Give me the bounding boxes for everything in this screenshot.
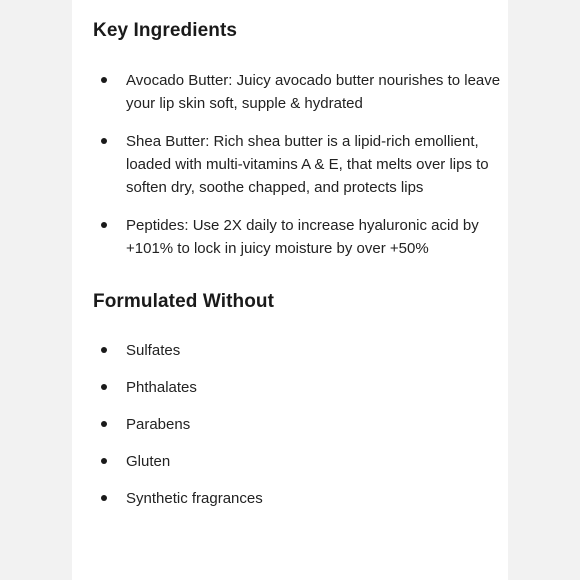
bullet-icon xyxy=(101,222,107,228)
list-item-text: Shea Butter: Rich shea butter is a lipid-rich emollient, loaded with multi-vitamins A & E, that melts over lips to soften dry, soothe chapped, and protects lips xyxy=(126,133,489,196)
bullet-icon xyxy=(101,384,107,390)
list-item xyxy=(93,214,503,260)
list-item xyxy=(93,130,503,199)
list-item-text: Parabens xyxy=(126,416,191,433)
list-item xyxy=(93,450,503,473)
key-ingredients-heading: Key Ingredients xyxy=(93,20,238,41)
list-item-text: Avocado Butter: Juicy avocado butter nourishes to leave your lip skin soft, supple & hydrated xyxy=(126,72,501,112)
bullet-icon xyxy=(101,421,107,427)
list-item xyxy=(93,413,503,436)
key-ingredients-list xyxy=(93,69,503,260)
formulated-without-list xyxy=(93,339,503,510)
bullet-icon xyxy=(101,138,107,144)
list-item xyxy=(93,339,503,362)
list-item xyxy=(93,376,503,399)
list-item xyxy=(93,69,503,115)
list-item-text: Peptides: Use 2X daily to increase hyaluronic acid by +101% to lock in juicy moisture by over +50% xyxy=(126,217,479,257)
bullet-icon xyxy=(101,347,107,353)
bullet-icon xyxy=(101,77,107,83)
list-item xyxy=(93,487,503,510)
list-item-text: Phthalates xyxy=(126,379,197,396)
list-item-text: Sulfates xyxy=(126,342,181,359)
list-item-text: Synthetic fragrances xyxy=(126,490,263,507)
content xyxy=(93,18,503,524)
formulated-without-heading: Formulated Without xyxy=(93,291,275,312)
bullet-icon xyxy=(101,495,107,501)
list-item-text: Gluten xyxy=(126,453,171,470)
bullet-icon xyxy=(101,458,107,464)
